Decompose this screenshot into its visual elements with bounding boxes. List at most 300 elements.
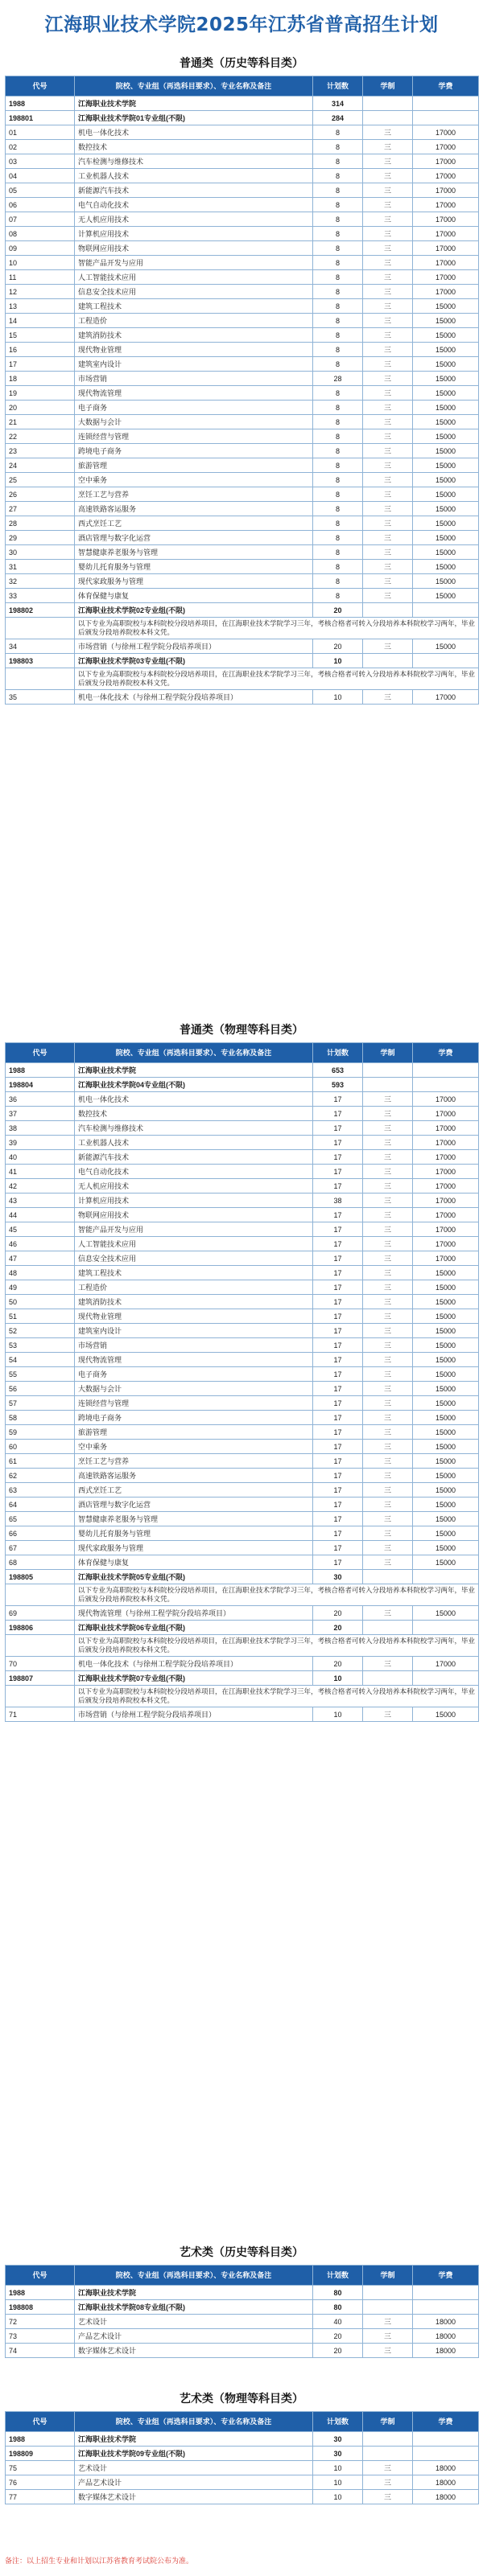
code-cell: 09 xyxy=(6,241,75,256)
group-summary-row xyxy=(6,2447,479,2461)
name-cell: 现代物流管理 xyxy=(75,1353,313,1367)
table-row xyxy=(6,1338,479,1353)
tuition-cell: 15000 xyxy=(413,401,479,415)
duration-cell xyxy=(363,1078,413,1092)
tuition-cell: 15000 xyxy=(413,545,479,560)
name-cell: 酒店管理与数字化运营 xyxy=(75,1498,313,1512)
tuition-cell: 17000 xyxy=(413,125,479,140)
table-row xyxy=(6,1382,479,1396)
table-row xyxy=(6,560,479,574)
code-cell: 77 xyxy=(6,2490,75,2504)
table-row xyxy=(6,2315,479,2329)
name-cell: 汽车检测与维修技术 xyxy=(75,1121,313,1136)
duration-cell: 三 xyxy=(363,1454,413,1469)
table-row xyxy=(6,1136,479,1150)
table-row xyxy=(6,314,479,328)
code-cell: 18 xyxy=(6,372,75,386)
name-cell: 电气自动化技术 xyxy=(75,198,313,212)
code-cell: 50 xyxy=(6,1295,75,1309)
code-cell: 24 xyxy=(6,458,75,473)
code-cell xyxy=(6,1686,75,1707)
tuition-cell: 15000 xyxy=(413,1454,479,1469)
quota-cell: 17 xyxy=(313,1411,363,1425)
column-header: 计划数 xyxy=(313,76,363,97)
name-cell: 婴幼儿托育服务与管理 xyxy=(75,1526,313,1541)
group-summary-row xyxy=(6,1078,479,1092)
tuition-cell xyxy=(413,2300,479,2315)
table-row xyxy=(6,328,479,343)
duration-cell: 三 xyxy=(363,1483,413,1498)
duration-cell: 三 xyxy=(363,690,413,705)
table-row xyxy=(6,154,479,169)
code-cell: 03 xyxy=(6,154,75,169)
tuition-cell: 18000 xyxy=(413,2490,479,2504)
tuition-cell: 15000 xyxy=(413,314,479,328)
name-cell: 现代家政服务与管理 xyxy=(75,574,313,589)
name-cell: 高速铁路客运服务 xyxy=(75,1469,313,1483)
duration-cell: 三 xyxy=(363,227,413,241)
name-cell: 建筑室内设计 xyxy=(75,1324,313,1338)
quota-cell: 17 xyxy=(313,1498,363,1512)
name-cell: 建筑工程技术 xyxy=(75,1266,313,1280)
quota-cell: 8 xyxy=(313,458,363,473)
table-row xyxy=(6,1165,479,1179)
table-row xyxy=(6,1150,479,1165)
name-cell: 江海职业技术学院06专业组(不限) xyxy=(75,1621,313,1635)
quota-cell: 8 xyxy=(313,473,363,487)
duration-cell: 三 xyxy=(363,429,413,444)
code-cell: 69 xyxy=(6,1606,75,1621)
quota-cell: 30 xyxy=(313,1570,363,1584)
code-cell: 60 xyxy=(6,1440,75,1454)
tuition-cell: 17000 xyxy=(413,1136,479,1150)
tuition-cell: 15000 xyxy=(413,1425,479,1440)
plan-table-history xyxy=(5,76,479,705)
name-cell: 高速铁路客运服务 xyxy=(75,502,313,516)
code-cell: 42 xyxy=(6,1179,75,1194)
code-cell: 1988 xyxy=(6,97,75,111)
column-header: 学费 xyxy=(413,1043,479,1063)
quota-cell: 8 xyxy=(313,198,363,212)
table-row xyxy=(6,1454,479,1469)
duration-cell: 三 xyxy=(363,2315,413,2329)
duration-cell: 三 xyxy=(363,285,413,299)
duration-cell: 三 xyxy=(363,487,413,502)
tuition-cell xyxy=(413,2286,479,2300)
plan-table-art-history xyxy=(5,2265,479,2358)
code-cell: 16 xyxy=(6,343,75,357)
duration-cell: 三 xyxy=(363,1353,413,1367)
code-cell: 30 xyxy=(6,545,75,560)
tuition-cell: 17000 xyxy=(413,1237,479,1251)
duration-cell xyxy=(363,1570,413,1584)
name-cell: 电气自动化技术 xyxy=(75,1165,313,1179)
name-cell: 空中乘务 xyxy=(75,1440,313,1454)
name-cell: 建筑消防技术 xyxy=(75,1295,313,1309)
group-summary-row xyxy=(6,1671,479,1686)
duration-cell: 三 xyxy=(363,1606,413,1621)
table-row xyxy=(6,589,479,603)
name-cell: 江海职业技术学院08专业组(不限) xyxy=(75,2300,313,2315)
tuition-cell: 15000 xyxy=(413,1396,479,1411)
table-row xyxy=(6,415,479,429)
tuition-cell: 15000 xyxy=(413,1440,479,1454)
name-cell: 现代物流管理 xyxy=(75,386,313,401)
tuition-cell: 17000 xyxy=(413,1092,479,1107)
duration-cell: 三 xyxy=(363,372,413,386)
code-cell: 198802 xyxy=(6,603,75,618)
name-cell: 人工智能技术应用 xyxy=(75,1237,313,1251)
table-row xyxy=(6,1324,479,1338)
column-header: 计划数 xyxy=(313,2412,363,2432)
tuition-cell: 15000 xyxy=(413,574,479,589)
quota-cell: 30 xyxy=(313,2432,363,2447)
quota-cell: 17 xyxy=(313,1469,363,1483)
table-row xyxy=(6,444,479,458)
tuition-cell: 17000 xyxy=(413,1150,479,1165)
duration-cell: 三 xyxy=(363,473,413,487)
quota-cell: 653 xyxy=(313,1063,363,1078)
column-header: 学费 xyxy=(413,76,479,97)
group-summary-row xyxy=(6,97,479,111)
tuition-cell xyxy=(413,1570,479,1584)
code-cell: 43 xyxy=(6,1194,75,1208)
table-row xyxy=(6,1179,479,1194)
group-summary-row xyxy=(6,1570,479,1584)
table-row xyxy=(6,1498,479,1512)
code-cell: 70 xyxy=(6,1657,75,1671)
table-row xyxy=(6,212,479,227)
table-row xyxy=(6,1194,479,1208)
duration-cell: 三 xyxy=(363,1179,413,1194)
name-cell: 工程造价 xyxy=(75,314,313,328)
code-cell: 198809 xyxy=(6,2447,75,2461)
code-cell xyxy=(6,668,75,690)
tuition-cell: 17000 xyxy=(413,169,479,183)
name-cell: 空中乘务 xyxy=(75,473,313,487)
name-cell: 计算机应用技术 xyxy=(75,227,313,241)
column-header: 代号 xyxy=(6,1043,75,1063)
name-cell: 智能产品开发与应用 xyxy=(75,1222,313,1237)
duration-cell xyxy=(363,97,413,111)
tuition-cell: 15000 xyxy=(413,458,479,473)
quota-cell: 20 xyxy=(313,603,363,618)
code-cell: 47 xyxy=(6,1251,75,1266)
code-cell: 40 xyxy=(6,1150,75,1165)
group-summary-row xyxy=(6,1621,479,1635)
code-cell: 64 xyxy=(6,1498,75,1512)
tuition-cell xyxy=(413,1078,479,1092)
name-cell: 机电一体化技术 xyxy=(75,1092,313,1107)
column-header: 计划数 xyxy=(313,1043,363,1063)
column-header: 代号 xyxy=(6,2266,75,2286)
name-cell: 现代物业管理 xyxy=(75,1309,313,1324)
tuition-cell: 17000 xyxy=(413,1194,479,1208)
duration-cell xyxy=(363,1671,413,1686)
table-header xyxy=(6,1043,479,1063)
column-header: 学制 xyxy=(363,76,413,97)
table-row xyxy=(6,285,479,299)
table-header xyxy=(6,76,479,97)
tuition-cell: 15000 xyxy=(413,415,479,429)
code-cell: 198804 xyxy=(6,1078,75,1092)
name-cell: 市场营销（与徐州工程学院分段培养项目） xyxy=(75,1707,313,1722)
name-cell: 市场营销 xyxy=(75,372,313,386)
quota-cell: 10 xyxy=(313,2461,363,2475)
duration-cell: 三 xyxy=(363,343,413,357)
table-body xyxy=(6,1063,479,1722)
tuition-cell: 17000 xyxy=(413,212,479,227)
tuition-cell xyxy=(413,1671,479,1686)
quota-cell: 17 xyxy=(313,1179,363,1194)
group-summary-row xyxy=(6,1063,479,1078)
table-row xyxy=(6,690,479,705)
code-cell: 75 xyxy=(6,2461,75,2475)
code-cell: 17 xyxy=(6,357,75,372)
table-row xyxy=(6,183,479,198)
duration-cell: 三 xyxy=(363,183,413,198)
duration-cell: 三 xyxy=(363,531,413,545)
duration-cell xyxy=(363,2447,413,2461)
column-header: 学费 xyxy=(413,2266,479,2286)
duration-cell: 三 xyxy=(363,415,413,429)
tuition-cell: 15000 xyxy=(413,328,479,343)
tuition-cell: 17000 xyxy=(413,1251,479,1266)
quota-cell: 17 xyxy=(313,1512,363,1526)
quota-cell: 8 xyxy=(313,314,363,328)
duration-cell xyxy=(363,111,413,125)
tuition-cell: 15000 xyxy=(413,1324,479,1338)
quota-cell: 17 xyxy=(313,1440,363,1454)
name-cell: 跨境电子商务 xyxy=(75,444,313,458)
name-cell: 酒店管理与数字化运营 xyxy=(75,531,313,545)
quota-cell: 8 xyxy=(313,125,363,140)
code-cell: 51 xyxy=(6,1309,75,1324)
table-row xyxy=(6,343,479,357)
code-cell: 74 xyxy=(6,2344,75,2358)
tuition-cell: 15000 xyxy=(413,1512,479,1526)
name-cell: 婴幼儿托育服务与管理 xyxy=(75,560,313,574)
code-cell: 19 xyxy=(6,386,75,401)
name-cell: 体育保健与康复 xyxy=(75,589,313,603)
code-cell: 198807 xyxy=(6,1671,75,1686)
tuition-cell: 15000 xyxy=(413,589,479,603)
code-cell: 29 xyxy=(6,531,75,545)
quota-cell: 8 xyxy=(313,212,363,227)
tuition-cell: 17000 xyxy=(413,270,479,285)
note-row xyxy=(6,668,479,690)
quota-cell: 8 xyxy=(313,574,363,589)
quota-cell: 40 xyxy=(313,2315,363,2329)
duration-cell: 三 xyxy=(363,2490,413,2504)
duration-cell: 三 xyxy=(363,1367,413,1382)
table-row xyxy=(6,1512,479,1526)
code-cell: 56 xyxy=(6,1382,75,1396)
duration-cell: 三 xyxy=(363,1555,413,1570)
tuition-cell: 15000 xyxy=(413,372,479,386)
duration-cell: 三 xyxy=(363,502,413,516)
quota-cell: 17 xyxy=(313,1107,363,1121)
code-cell: 1988 xyxy=(6,2432,75,2447)
tuition-cell: 15000 xyxy=(413,502,479,516)
quota-cell: 314 xyxy=(313,97,363,111)
quota-cell: 17 xyxy=(313,1367,363,1382)
table-row xyxy=(6,516,479,531)
quota-cell: 8 xyxy=(313,545,363,560)
code-cell xyxy=(6,618,75,639)
duration-cell: 三 xyxy=(363,1237,413,1251)
table-row xyxy=(6,198,479,212)
code-cell: 23 xyxy=(6,444,75,458)
code-cell: 32 xyxy=(6,574,75,589)
name-cell: 大数据与会计 xyxy=(75,415,313,429)
duration-cell: 三 xyxy=(363,1208,413,1222)
tuition-cell: 15000 xyxy=(413,560,479,574)
tuition-cell xyxy=(413,654,479,668)
quota-cell: 8 xyxy=(313,343,363,357)
duration-cell: 三 xyxy=(363,1136,413,1150)
duration-cell: 三 xyxy=(363,574,413,589)
quota-cell: 17 xyxy=(313,1150,363,1165)
name-cell: 连锁经营与管理 xyxy=(75,429,313,444)
duration-cell xyxy=(363,1063,413,1078)
tuition-cell: 15000 xyxy=(413,487,479,502)
code-cell: 31 xyxy=(6,560,75,574)
table-row xyxy=(6,372,479,386)
table-row xyxy=(6,1469,479,1483)
name-cell: 艺术设计 xyxy=(75,2315,313,2329)
code-cell: 33 xyxy=(6,589,75,603)
table-row xyxy=(6,241,479,256)
duration-cell: 三 xyxy=(363,1150,413,1165)
quota-cell: 8 xyxy=(313,386,363,401)
duration-cell xyxy=(363,2432,413,2447)
name-cell: 机电一体化技术（与徐州工程学院分段培养项目） xyxy=(75,1657,313,1671)
tuition-cell: 18000 xyxy=(413,2475,479,2490)
table-row xyxy=(6,1237,479,1251)
code-cell: 45 xyxy=(6,1222,75,1237)
name-cell: 江海职业技术学院02专业组(不限) xyxy=(75,603,313,618)
tuition-cell: 15000 xyxy=(413,531,479,545)
name-cell: 建筑工程技术 xyxy=(75,299,313,314)
column-header: 学制 xyxy=(363,1043,413,1063)
code-cell: 25 xyxy=(6,473,75,487)
code-cell: 13 xyxy=(6,299,75,314)
quota-cell: 8 xyxy=(313,415,363,429)
name-cell: 江海职业技术学院01专业组(不限) xyxy=(75,111,313,125)
code-cell: 76 xyxy=(6,2475,75,2490)
quota-cell: 8 xyxy=(313,401,363,415)
duration-cell: 三 xyxy=(363,357,413,372)
quota-cell: 20 xyxy=(313,1621,363,1635)
quota-cell: 8 xyxy=(313,154,363,169)
name-cell: 大数据与会计 xyxy=(75,1382,313,1396)
column-header: 院校、专业组（再选科目要求）、专业名称及备注 xyxy=(75,1043,313,1063)
duration-cell: 三 xyxy=(363,589,413,603)
table-row xyxy=(6,2490,479,2504)
name-cell: 江海职业技术学院04专业组(不限) xyxy=(75,1078,313,1092)
code-cell: 06 xyxy=(6,198,75,212)
quota-cell: 17 xyxy=(313,1222,363,1237)
duration-cell: 三 xyxy=(363,560,413,574)
quota-cell: 10 xyxy=(313,654,363,668)
table-row xyxy=(6,1707,479,1722)
quota-cell: 10 xyxy=(313,2490,363,2504)
name-cell: 无人机应用技术 xyxy=(75,1179,313,1194)
code-cell: 14 xyxy=(6,314,75,328)
name-cell: 旅游管理 xyxy=(75,458,313,473)
table-row xyxy=(6,2461,479,2475)
name-cell: 数控技术 xyxy=(75,140,313,154)
code-cell: 72 xyxy=(6,2315,75,2329)
tuition-cell: 15000 xyxy=(413,1469,479,1483)
name-cell: 信息安全技术应用 xyxy=(75,1251,313,1266)
quota-cell: 17 xyxy=(313,1353,363,1367)
tuition-cell: 17000 xyxy=(413,154,479,169)
column-header: 代号 xyxy=(6,2412,75,2432)
tuition-cell xyxy=(413,97,479,111)
name-cell: 建筑室内设计 xyxy=(75,357,313,372)
quota-cell: 28 xyxy=(313,372,363,386)
table-row xyxy=(6,545,479,560)
duration-cell: 三 xyxy=(363,1657,413,1671)
name-cell: 江海职业技术学院 xyxy=(75,1063,313,1078)
duration-cell: 三 xyxy=(363,1324,413,1338)
tuition-cell xyxy=(413,1063,479,1078)
code-cell: 68 xyxy=(6,1555,75,1570)
note-row xyxy=(6,618,479,639)
code-cell: 54 xyxy=(6,1353,75,1367)
quota-cell: 10 xyxy=(313,1707,363,1722)
name-cell: 跨境电子商务 xyxy=(75,1411,313,1425)
name-cell: 工业机器人技术 xyxy=(75,1136,313,1150)
note-row xyxy=(6,1584,479,1606)
table-row xyxy=(6,401,479,415)
quota-cell: 17 xyxy=(313,1309,363,1324)
code-cell: 59 xyxy=(6,1425,75,1440)
table-row xyxy=(6,1309,479,1324)
table-row xyxy=(6,1295,479,1309)
quota-cell: 20 xyxy=(313,2344,363,2358)
quota-cell: 17 xyxy=(313,1555,363,1570)
duration-cell: 三 xyxy=(363,2329,413,2344)
quota-cell: 80 xyxy=(313,2300,363,2315)
name-cell: 江海职业技术学院 xyxy=(75,2286,313,2300)
group-summary-row xyxy=(6,603,479,618)
column-header: 院校、专业组（再选科目要求）、专业名称及备注 xyxy=(75,76,313,97)
quota-cell: 8 xyxy=(313,444,363,458)
table-row xyxy=(6,1107,479,1121)
tuition-cell: 17000 xyxy=(413,198,479,212)
duration-cell: 三 xyxy=(363,1309,413,1324)
code-cell: 62 xyxy=(6,1469,75,1483)
duration-cell: 三 xyxy=(363,458,413,473)
quota-cell: 17 xyxy=(313,1324,363,1338)
duration-cell: 三 xyxy=(363,545,413,560)
name-cell: 市场营销 xyxy=(75,1338,313,1353)
duration-cell xyxy=(363,654,413,668)
tuition-cell: 17000 xyxy=(413,285,479,299)
duration-cell: 三 xyxy=(363,1092,413,1107)
tuition-cell: 17000 xyxy=(413,227,479,241)
table-row xyxy=(6,487,479,502)
code-cell: 71 xyxy=(6,1707,75,1722)
name-cell: 艺术设计 xyxy=(75,2461,313,2475)
code-cell: 37 xyxy=(6,1107,75,1121)
tuition-cell: 17000 xyxy=(413,183,479,198)
table-row xyxy=(6,429,479,444)
quota-cell: 30 xyxy=(313,2447,363,2461)
